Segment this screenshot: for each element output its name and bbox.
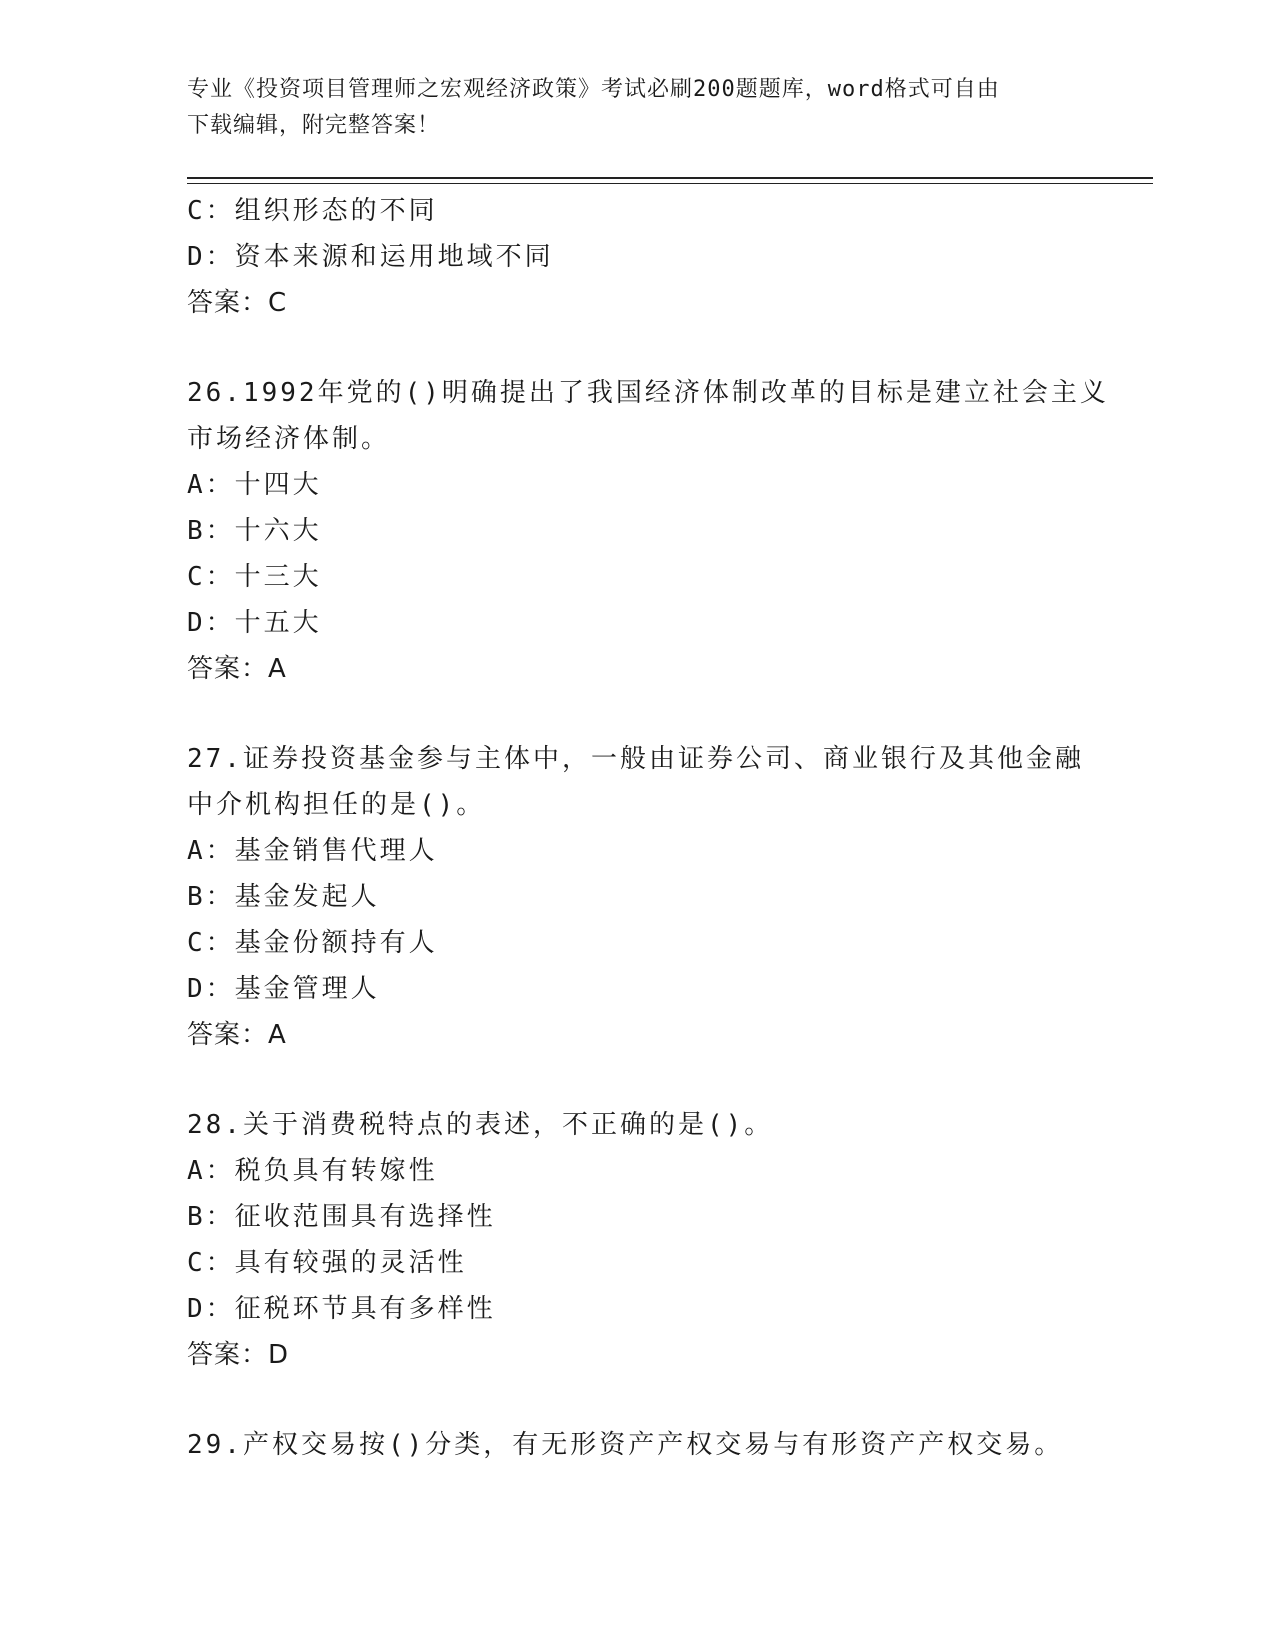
question-text: 中介机构担任的是()。 <box>187 790 486 820</box>
option-d: D：征税环节具有多样性 <box>187 1294 496 1324</box>
option-a: A：基金销售代理人 <box>187 836 438 866</box>
question-text: 市场经济体制。 <box>187 424 391 454</box>
answer-text: 答案：D <box>187 1340 290 1370</box>
answer-text: 答案：A <box>187 654 287 684</box>
option-a: A：税负具有转嫁性 <box>187 1156 438 1186</box>
question-item <box>187 1102 1087 1378</box>
question-item <box>187 1422 1087 1468</box>
option-c: C：十三大 <box>187 562 322 592</box>
question-text: 28.关于消费税特点的表述，不正确的是()。 <box>187 1110 774 1140</box>
question-text: 29.产权交易按()分类，有无形资产产权交易与有形资产产权交易。 <box>187 1430 1064 1460</box>
question-item <box>187 736 1087 1058</box>
spacer <box>187 1058 1087 1102</box>
option-d: D：基金管理人 <box>187 974 380 1004</box>
question-item <box>187 370 1109 692</box>
question-list <box>187 188 1109 1468</box>
option-d: D：十五大 <box>187 608 322 638</box>
option-b: B：征收范围具有选择性 <box>187 1202 496 1232</box>
question-item <box>187 188 1087 326</box>
option-b: B：十六大 <box>187 516 322 546</box>
answer-text: 答案：C <box>187 288 288 318</box>
header-divider <box>187 177 1153 184</box>
spacer <box>187 326 1087 370</box>
option-c: C：基金份额持有人 <box>187 928 438 958</box>
option-d: D：资本来源和运用地域不同 <box>187 242 554 272</box>
option-c: C：组织形态的不同 <box>187 196 438 226</box>
header-line-1: 专业《投资项目管理师之宏观经济政策》考试必刷200题题库，word格式可自由 <box>187 77 1000 102</box>
question-text: 26.1992年党的()明确提出了我国经济体制改革的目标是建立社会主义 <box>187 378 1109 408</box>
spacer <box>187 1378 1087 1422</box>
question-text: 27.证券投资基金参与主体中，一般由证券公司、商业银行及其他金融 <box>187 744 1084 774</box>
option-c: C：具有较强的灵活性 <box>187 1248 467 1278</box>
option-a: A：十四大 <box>187 470 322 500</box>
document-header <box>187 72 1087 144</box>
header-line-2: 下载编辑，附完整答案！ <box>187 113 441 138</box>
spacer <box>187 692 1087 736</box>
answer-text: 答案：A <box>187 1020 287 1050</box>
option-b: B：基金发起人 <box>187 882 380 912</box>
